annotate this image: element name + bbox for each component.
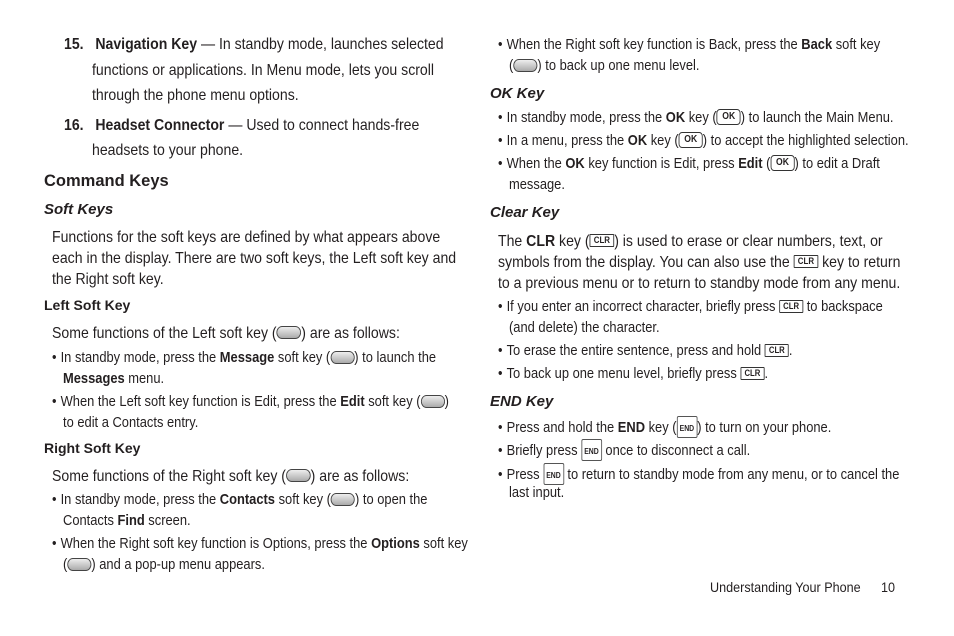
- text: ) to launch the: [354, 349, 437, 366]
- clr-key-icon: CLR: [590, 234, 615, 247]
- text: Briefly press: [506, 441, 582, 459]
- left-intro-b: ) are as follows:: [301, 325, 400, 342]
- clear-bullet-2: • To erase the entire sentence, press and hold CLR .: [498, 342, 793, 359]
- text: soft key (: [364, 393, 421, 410]
- find-label: Find: [117, 512, 145, 529]
- text: soft key (: [274, 491, 331, 508]
- text: In a menu, press the: [506, 132, 628, 149]
- ok-bullet-1: • In standby mode, press the OK key ( OK ) to launch the Main Menu.: [498, 109, 894, 126]
- soft-keys-heading: Soft Keys: [44, 201, 114, 218]
- text: soft key: [832, 36, 881, 53]
- text: (: [63, 556, 68, 573]
- footer-section: Understanding Your Phone: [710, 579, 861, 595]
- end-key-icon: END: [581, 439, 602, 461]
- left-soft-key-heading: Left Soft Key: [44, 297, 131, 313]
- text: (: [762, 155, 771, 172]
- text: When the Left soft key function is Edit, press the: [60, 393, 341, 410]
- clear-key-heading: Clear Key: [490, 204, 560, 221]
- ok-label: OK: [665, 109, 686, 126]
- item-16-line2: headsets to your phone.: [92, 142, 244, 159]
- clr-key-icon: CLR: [765, 344, 789, 357]
- soft-keys-para-line2: each in the display. There are two soft keys, the Left soft key and: [52, 250, 457, 267]
- clr-label: CLR: [526, 233, 556, 250]
- text: key (: [647, 132, 679, 149]
- text: Press and hold the: [506, 418, 618, 436]
- clr-key-icon: CLR: [779, 300, 803, 313]
- text: ) to back up one menu level.: [537, 57, 700, 74]
- ok-bullet-2: • In a menu, press the OK key ( OK ) to accept the highlighted selection.: [498, 132, 909, 149]
- text: key function is Edit, press: [584, 155, 739, 172]
- text: .: [764, 365, 769, 382]
- right-soft-key-intro: [52, 468, 409, 486]
- right-intro-a: Some functions of the Right soft key (: [52, 468, 286, 485]
- item-15-line3: through the phone menu options.: [92, 87, 299, 104]
- edit-label: Edit: [340, 393, 365, 410]
- text: to edit a Contacts entry.: [63, 414, 199, 431]
- item-16-number: 16.: [64, 117, 84, 134]
- right-soft-key-icon: [513, 59, 537, 72]
- item-16-line1: — Used to connect hands-free: [224, 117, 420, 134]
- text: symbols from the display. You can also use the: [498, 254, 794, 271]
- item-15-number: 15.: [64, 36, 84, 53]
- right-soft-key-icon: [67, 558, 91, 571]
- left-soft-key-intro: [52, 325, 400, 343]
- text: key to return: [818, 254, 901, 271]
- text: In standby mode, press the: [60, 349, 220, 366]
- text: Contacts: [63, 512, 118, 529]
- text: The: [498, 233, 527, 250]
- item-15-term: Navigation Key: [95, 36, 198, 53]
- text: message.: [509, 176, 565, 193]
- text: In standby mode, press the: [506, 109, 666, 126]
- item-16-term: Headset Connector: [95, 117, 225, 134]
- text: ) to accept the highlighted selection.: [702, 132, 909, 149]
- clr-key-icon: CLR: [740, 367, 764, 380]
- text: ) and a pop-up menu appears.: [91, 556, 265, 573]
- text: menu.: [124, 370, 165, 387]
- text: soft key: [419, 535, 468, 552]
- text: key (: [645, 418, 677, 436]
- text: (and delete) the character.: [509, 319, 660, 336]
- soft-keys-para-line1: Functions for the soft keys are defined by what appears above: [52, 229, 441, 246]
- ok-key-icon: OK: [717, 109, 741, 125]
- right-soft-key-icon: [286, 469, 311, 482]
- text: to a previous menu or to return to standby mode from any menu.: [498, 275, 901, 292]
- text: to backspace: [803, 298, 883, 315]
- clear-bullet-3: • To back up one menu level, briefly press CLR .: [498, 365, 769, 382]
- ok-label: OK: [627, 132, 648, 149]
- right-intro-b: ) are as follows:: [310, 468, 410, 485]
- options-label: Options: [371, 535, 420, 552]
- contacts-label: Contacts: [219, 491, 275, 508]
- text: When the Right soft key function is Options, press the: [60, 535, 372, 552]
- ok-key-icon: OK: [770, 155, 794, 171]
- ok-label: OK: [565, 155, 585, 172]
- left-soft-key-icon: [277, 326, 302, 339]
- text: ) to edit a Draft: [794, 155, 880, 172]
- clr-key-icon: CLR: [794, 255, 819, 268]
- text: To erase the entire sentence, press and hold: [506, 342, 765, 359]
- end-bullet-2: • Briefly press END once to disconnect a call.: [498, 440, 750, 462]
- ok-key-heading: OK Key: [490, 85, 545, 102]
- left-intro-a: Some functions of the Left soft key (: [52, 325, 277, 342]
- text: To back up one menu level, briefly press: [506, 365, 741, 382]
- end-key-icon: END: [543, 463, 564, 485]
- item-15-line2: functions or applications. In Menu mode, lets you scroll: [92, 62, 435, 79]
- text: ) to launch the Main Menu.: [740, 109, 894, 126]
- end-label: END: [617, 418, 646, 436]
- text: When the Right soft key function is Back, press the: [506, 36, 802, 53]
- text: ): [444, 393, 449, 410]
- soft-keys-para-line3: the Right soft key.: [52, 271, 164, 288]
- end-bullet-1: • Press and hold the END key ( END ) to turn on your phone.: [498, 417, 831, 439]
- text: last input.: [509, 484, 565, 501]
- end-key-icon: END: [677, 416, 698, 438]
- text: once to disconnect a call.: [601, 441, 751, 459]
- text: key (: [555, 233, 590, 250]
- end-key-heading: END Key: [490, 393, 554, 410]
- item-15-line1: — In standby mode, launches selected: [197, 36, 444, 53]
- left-soft-key-icon: [330, 351, 354, 364]
- text: ) to open the: [355, 491, 428, 508]
- text: When the: [506, 155, 566, 172]
- edit-label: Edit: [738, 155, 763, 172]
- right-soft-key-heading: Right Soft Key: [44, 440, 141, 456]
- text: to return to standby mode from any menu, or to cancel the: [563, 465, 900, 483]
- text: If you enter an incorrect character, briefly press: [506, 298, 780, 315]
- left-soft-key-icon: [421, 395, 445, 408]
- text: ) to turn on your phone.: [697, 418, 832, 436]
- text: soft key (: [274, 349, 331, 366]
- text: In standby mode, press the: [60, 491, 220, 508]
- right-soft-key-icon: [331, 493, 355, 506]
- page-number: 10: [881, 579, 896, 595]
- back-label: Back: [801, 36, 833, 53]
- text: (: [509, 57, 514, 74]
- messages-label: Messages: [63, 370, 125, 387]
- text: .: [788, 342, 793, 359]
- text: ) is used to erase or clear numbers, text, or: [614, 233, 883, 250]
- text: screen.: [144, 512, 191, 529]
- message-label: Message: [219, 349, 275, 366]
- text: Press: [506, 465, 544, 483]
- command-keys-heading: Command Keys: [44, 172, 169, 190]
- text: key (: [685, 109, 717, 126]
- ok-key-icon: OK: [679, 132, 703, 148]
